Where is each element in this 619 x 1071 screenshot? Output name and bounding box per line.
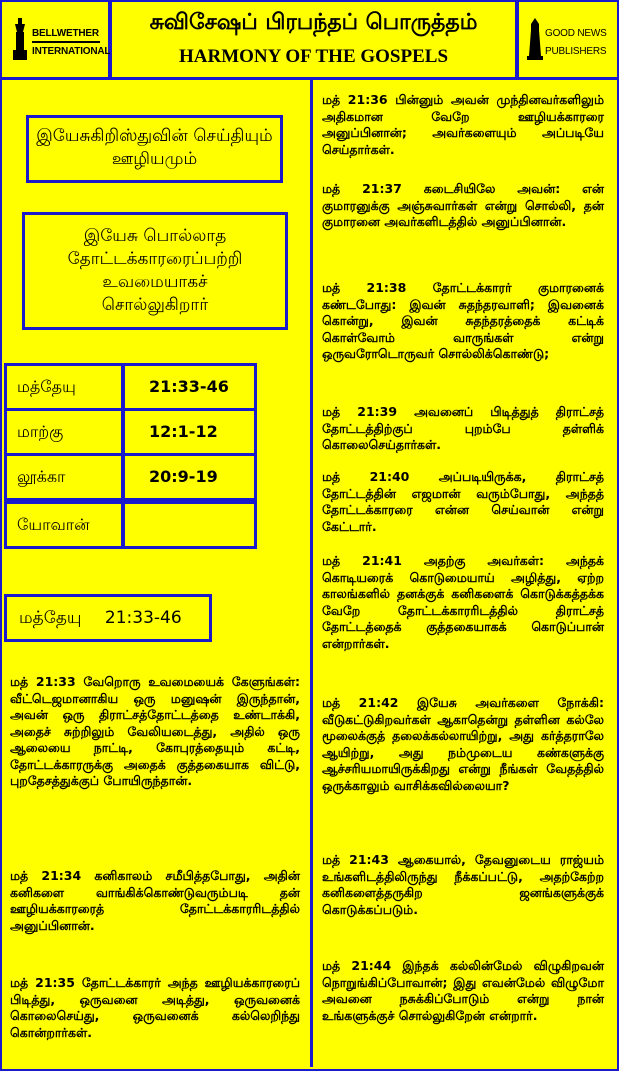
verse-text: கனிகாலம் சமீபித்தபோது, அதின் கனிகளை வாங்கிக்கொண்டுவரும்படி தன் ஊழியக்காரரைத் தோட்டக்காரரிடத்தில் அனுப்பினான். [10, 868, 300, 933]
verse [322, 181, 604, 231]
section-title-box [26, 115, 283, 183]
verse-ref: மத் 21:43 [322, 852, 389, 867]
verse-ref: மத் 21:42 [322, 695, 399, 710]
verse-ref: மத் 21:38 [322, 280, 407, 295]
verse-ref: மத் 21:44 [322, 958, 392, 973]
verse [322, 695, 604, 794]
verse-ref: மத் 21:35 [10, 975, 75, 990]
reference-chapter: 12:1-12 [122, 408, 257, 456]
reference-row [4, 408, 257, 456]
verse [322, 553, 604, 652]
reference-chapter: 21:33-46 [122, 363, 257, 411]
lighthouse-icon [527, 18, 543, 60]
current-range: 21:33-46 [104, 608, 182, 628]
logo-left-line2: INTERNATIONAL [32, 46, 111, 57]
topic-title: இயேசு பொல்லாத தோட்டக்காரரைப்பற்றி உவமையாகச் சொல்லுகிறார் [67, 226, 243, 315]
verse-ref: மத் 21:37 [322, 181, 402, 196]
verse-text: கடைசியிலே அவன்: என் குமாரனுக்கு அஞ்சுவார்கள் என்று சொல்லி, தன் குமாரனை அவர்களிடத்தில் அனுப்பினான். [322, 181, 605, 229]
logo-right-line1: GOOD NEWS [545, 28, 607, 39]
verse-text: இயேசு அவர்களை நோக்கி: வீடுகட்டுகிறவர்கள் ஆகாதென்று தள்ளின கல்லே மூலைக்குத் தலைக்கல்லாயிற்று, அது கர்த்தராலே ஆயிற்று, அது நம்முடைய கண்களுக்கு ஆச்சரியமாயிருக்கிறது என்று நீங்கள் வேதத்தில் ஒருக்காலும் வாசிக்கவில்லையா? [322, 695, 605, 793]
verse [10, 868, 300, 934]
reference-book: மத்தேயு [4, 363, 124, 411]
bell-tower-icon [12, 18, 28, 60]
reference-row [4, 501, 257, 549]
verse-text: இந்தக் கல்லின்மேல் விழுகிறவன் நொறுங்கிப்போவான்; இது எவன்மேல் விழுமோ அவனை நசுக்கிப்போடும் என்று நான் உங்களுக்குச் சொல்லுகிறேன் என்றார். [322, 958, 605, 1023]
verse-ref: மத் 21:41 [322, 553, 402, 568]
current-reference [4, 594, 212, 642]
verse [322, 280, 604, 363]
reference-chapter: 20:9-19 [122, 453, 257, 501]
verse [322, 92, 604, 158]
section-title: இயேசுகிறிஸ்துவின் செய்தியும் ஊழியமும் [36, 126, 273, 169]
verse [322, 958, 604, 1024]
reference-book: லூக்கா [4, 453, 124, 501]
verse-ref: மத் 21:40 [322, 469, 410, 484]
verse [322, 469, 604, 535]
bellwether-logo [0, 0, 110, 79]
verse-ref: மத் 21:39 [322, 404, 398, 419]
title-box [110, 0, 517, 79]
reference-chapter [122, 501, 257, 549]
reference-book: யோவான் [4, 501, 124, 549]
title-tamil: சுவிசேஷப் பிரபந்தப் பொருத்தம் [149, 10, 478, 35]
good-news-logo [517, 0, 619, 79]
verse [322, 852, 604, 918]
reference-row [4, 453, 257, 501]
verse-ref: மத் 21:33 [10, 674, 76, 689]
topic-title-box [22, 212, 288, 330]
title-english: HARMONY OF THE GOSPELS [178, 46, 449, 67]
current-book: மத்தேயு [19, 608, 82, 628]
verse-text: வேறொரு உவமையைக் கேளுங்கள்: வீட்டெஜமானாகிய ஒரு மனுஷன் இருந்தான், அவன் ஒரு திராட்சத்தோட்டத்தை உண்டாக்கி, அதைச் சுற்றிலும் வேலியடைத்து, அதில் ஒரு ஆலையை நாட்டி, கோபுரத்தையும் கட்டி, தோட்டக்காரருக்கு அதைக் குத்தகையாக விட்டு, புறதேசத்துக்குப் போயிருந்தான். [10, 674, 300, 788]
verse-ref: மத் 21:36 [322, 92, 388, 107]
verse-text: ஆகையால், தேவனுடைய ராஜ்யம் உங்களிடத்திலிருந்து நீக்கப்பட்டு, அதற்கேற்ற கனிகளைத்தருகிற ஜனங்களுக்குக் கொடுக்கப்படும். [322, 852, 605, 917]
verse [10, 674, 300, 790]
column-divider [310, 79, 313, 1067]
verse-text: அதற்கு அவர்கள்: அந்தக் கொடியரைக் கொடுமையாய் அழித்து, ஏற்ற காலங்களில் தனக்குக் கனிகளைக் கொடுக்கத்தக்க வேறே தோட்டக்காரரிடத்தில் திராட்சத் தோட்டத்தைக் குத்தகையாகக் கொடுப்பான் என்றார்கள். [322, 553, 604, 651]
verse-text: பின்னும் அவன் முந்தினவர்களிலும் அதிகமான வேறே ஊழியக்காரரை அனுப்பினான்; அவர்களையும் அப்படியே செய்தார்கள். [322, 92, 604, 157]
logo-right-line2: PUBLISHERS [545, 46, 607, 57]
verse-text: அவனைப் பிடித்துத் திராட்சத் தோட்டத்திற்குப் புறம்பே தள்ளிக் கொலைசெய்தார்கள். [322, 404, 605, 452]
verse-text: தோட்டக்காரர் குமாரனைக் கண்டபோது: இவன் சுதந்தரவாளி; இவனைக் கொன்று, இவன் சுதந்தரத்தைக் கட்டிக் கொள்வோம் வாருங்கள் என்று ஒருவரோடொருவர் சொல்லிக்கொண்டு; [322, 280, 604, 361]
verse [322, 404, 604, 454]
logo-left-line1: BELLWETHER [32, 28, 99, 39]
reference-book: மாற்கு [4, 408, 124, 456]
logo-underline [32, 41, 100, 43]
verse-ref: மத் 21:34 [10, 868, 82, 883]
verse [10, 975, 300, 1041]
verse-text: அப்படியிருக்க, திராட்சத் தோட்டத்தின் எஜமான் வரும்போது, அந்தத் தோட்டக்காரரை என்ன செய்வான் என்று கேட்டார். [322, 469, 604, 534]
reference-row [4, 363, 257, 411]
header [0, 0, 619, 79]
verse-text: தோட்டக்காரர் அந்த ஊழியக்காரரைப் பிடித்து, ஒருவனை அடித்து, ஒருவனைக் கொலைசெய்து, ஒருவனைக் கல்லெறிந்து கொன்றார்கள். [10, 975, 300, 1040]
